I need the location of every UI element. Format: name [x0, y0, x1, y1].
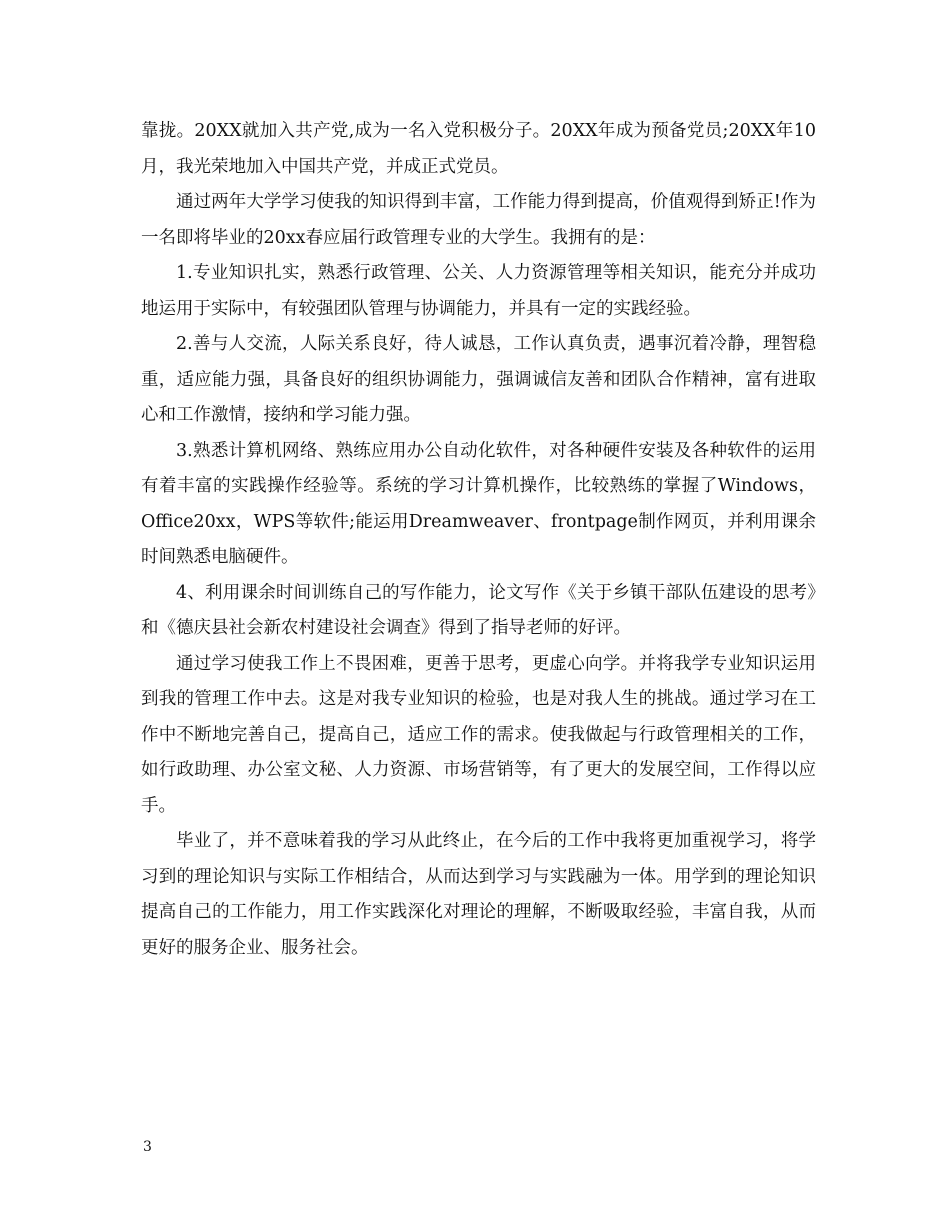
- paragraph-strength-writing: 4、利用课余时间训练自己的写作能力，论文写作《关于乡镇干部队伍建设的思考》和《德庆县社会新农村建设社会调查》得到了指导老师的好评。: [141, 582, 816, 638]
- paragraph-graduation-outlook: 毕业了，并不意味着我的学习从此终止，在今后的工作中我将更加重视学习，将学习到的理论知识与实际工作相结合，从而达到学习与实践融为一体。用学到的理论知识提高自己的工作能力，用工作实践深化对理论的理解，不断吸取经验，丰富自我，从而更好的服务企业、服务社会。: [141, 831, 816, 958]
- paragraph-strength-computer-skills: 3.熟悉计算机网络、熟练应用办公自动化软件，对各种硬件安装及各种软件的运用有着丰富的实践操作经验等。系统的学习计算机操作，比较熟练的掌握了Windows， Office20xx，WPS等软件;能运用Dreamweaver、frontpage制作网页，并利用课余时间熟悉电脑硬件。: [141, 440, 816, 567]
- page-number: 3: [143, 1139, 152, 1155]
- paragraph-learning-outcomes: 通过学习使我工作上不畏困难，更善于思考，更虚心向学。并将我学专业知识运用到我的管理工作中去。这是对我专业知识的检验，也是对我人生的挑战。通过学习在工作中不断地完善自己，提高自己，适应工作的需求。使我做起与行政管理相关的工作，如行政助理、办公室文秘、人力资源、市场营销等，有了更大的发展空间，工作得以应手。: [141, 653, 816, 816]
- document-body: [141, 114, 816, 966]
- paragraph-strength-communication: 2.善与人交流，人际关系良好，待人诚恳，工作认真负责，遇事沉着冷静，理智稳重，适应能力强，具备良好的组织协调能力，强调诚信友善和团队合作精神，富有进取心和工作激情，接纳和学习能力强。: [141, 334, 816, 425]
- paragraph-party-membership: 靠拢。20XX就加入共产党,成为一名入党积极分子。20XX年成为预备党员;20XX年10月，我光荣地加入中国共产党，并成正式党员。: [141, 121, 816, 177]
- paragraph-university-study: 通过两年大学学习使我的知识得到丰富，工作能力得到提高，价值观得到矫正!作为一名即将毕业的20xx春应届行政管理专业的大学生。我拥有的是：: [141, 192, 816, 248]
- paragraph-strength-professional-knowledge: 1.专业知识扎实，熟悉行政管理、公关、人力资源管理等相关知识，能充分并成功地运用于实际中，有较强团队管理与协调能力，并具有一定的实践经验。: [141, 263, 816, 319]
